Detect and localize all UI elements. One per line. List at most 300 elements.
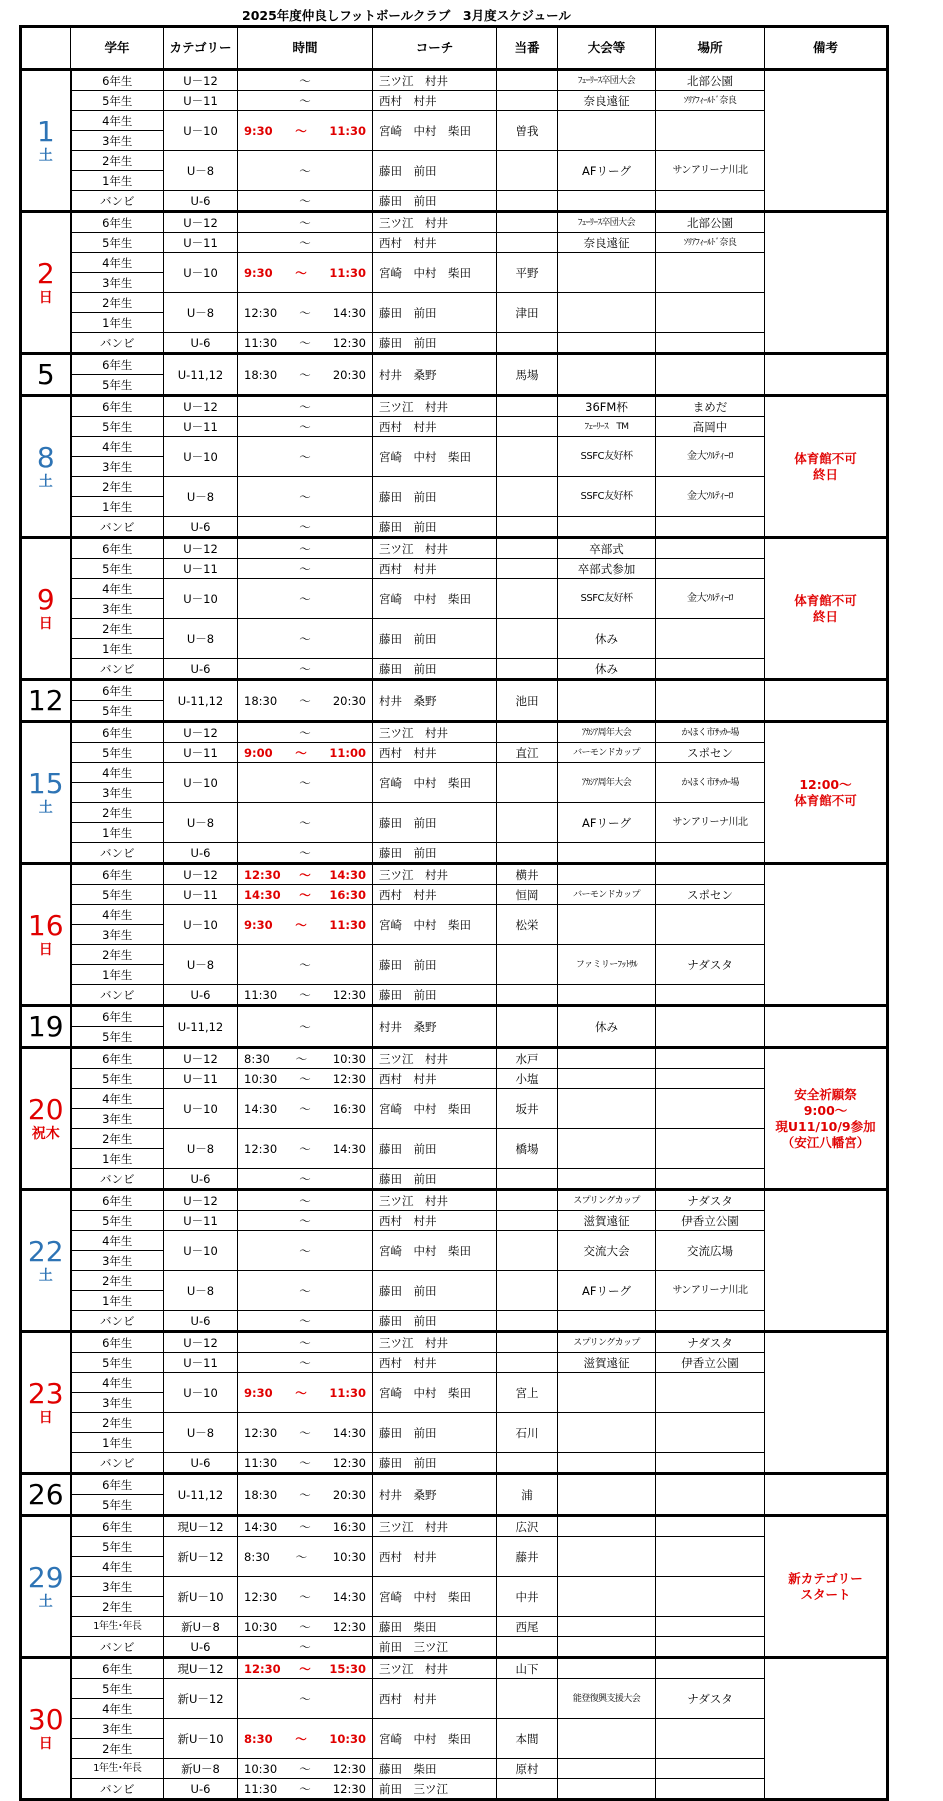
place-cell bbox=[656, 354, 765, 396]
category-cell: 現U－12 bbox=[164, 1516, 238, 1537]
grade-cell: 3年生 bbox=[71, 1251, 164, 1271]
time-end bbox=[338, 448, 366, 466]
date-block bbox=[21, 864, 888, 1006]
time-tilde: ～ bbox=[295, 1051, 308, 1066]
grade-cell: 6年生 bbox=[71, 396, 164, 417]
grade-cell: 5年生 bbox=[71, 1679, 164, 1699]
time-start bbox=[244, 814, 272, 832]
time-range bbox=[238, 304, 372, 322]
time-end bbox=[338, 72, 366, 90]
event-cell: スプリングカップ bbox=[558, 1190, 656, 1211]
grade-cell: 2年生 bbox=[71, 1597, 164, 1617]
time-tilde: ～ bbox=[299, 887, 311, 902]
duty-cell bbox=[497, 517, 558, 538]
table-row bbox=[21, 1190, 888, 1211]
time-range bbox=[238, 92, 372, 110]
grade-cell: 5年生 bbox=[71, 701, 164, 722]
category-cell: U-11,12 bbox=[164, 1474, 238, 1516]
table-row bbox=[21, 1311, 888, 1332]
time-cell bbox=[238, 803, 373, 843]
place-cell bbox=[656, 659, 765, 680]
date-block bbox=[21, 722, 888, 864]
category-cell: U－10 bbox=[164, 1089, 238, 1129]
category-cell: U－8 bbox=[164, 1271, 238, 1311]
time-start bbox=[244, 1690, 272, 1708]
event-cell: 奈良遠征 bbox=[558, 233, 656, 253]
table-row bbox=[21, 253, 888, 273]
date-block bbox=[21, 1048, 888, 1190]
time-tilde: ～ bbox=[299, 1171, 311, 1186]
grade-cell: 2年生 bbox=[71, 803, 164, 823]
time-range bbox=[238, 1384, 372, 1402]
time-end bbox=[338, 192, 366, 210]
table-row bbox=[21, 91, 888, 111]
grade-cell: 1年生 bbox=[71, 497, 164, 517]
event-cell bbox=[558, 1311, 656, 1332]
event-cell bbox=[558, 1537, 656, 1577]
time-range bbox=[238, 774, 372, 792]
time-tilde: ～ bbox=[299, 235, 311, 250]
time-end: 14:30 bbox=[329, 867, 366, 882]
table-row bbox=[21, 905, 888, 925]
notes-cell bbox=[765, 1190, 888, 1332]
grade-cell: 3年生 bbox=[71, 1719, 164, 1739]
notes-cell bbox=[765, 864, 888, 1006]
coach-cell: 藤田 前田 bbox=[373, 803, 497, 843]
time-cell bbox=[238, 1089, 373, 1129]
time-end: 16:30 bbox=[332, 1519, 366, 1534]
table-row bbox=[21, 293, 888, 313]
weekday-label: 土 bbox=[38, 473, 53, 490]
category-cell: U－12 bbox=[164, 1332, 238, 1353]
category-cell: U-6 bbox=[164, 843, 238, 864]
time-cell bbox=[238, 1373, 373, 1413]
coach-cell: 前田 三ツ江 bbox=[373, 1779, 497, 1800]
time-start bbox=[244, 488, 272, 506]
time-start bbox=[244, 72, 272, 90]
date-number: 20 bbox=[27, 1092, 64, 1126]
grade-cell: バンビ bbox=[71, 1169, 164, 1190]
event-cell bbox=[558, 905, 656, 945]
time-tilde: ～ bbox=[295, 1549, 308, 1564]
grade-cell: 4年生 bbox=[71, 1089, 164, 1109]
grade-cell: 3年生 bbox=[71, 1577, 164, 1597]
time-end: 16:30 bbox=[329, 887, 366, 902]
time-cell bbox=[238, 1516, 373, 1537]
time-start: 9:30 bbox=[244, 917, 273, 932]
notes-cell bbox=[765, 1474, 888, 1516]
place-cell bbox=[656, 1048, 765, 1069]
event-cell: 卒部式 bbox=[558, 538, 656, 559]
time-start bbox=[244, 1170, 272, 1188]
place-cell bbox=[656, 1658, 765, 1679]
time-end bbox=[338, 1638, 366, 1656]
place-cell: サンアリーナ川北 bbox=[656, 803, 765, 843]
time-start: 10:30 bbox=[244, 1619, 278, 1634]
time-end bbox=[338, 1242, 366, 1260]
grade-cell: 1年生 bbox=[71, 639, 164, 659]
place-cell bbox=[656, 1577, 765, 1617]
coach-cell: 宮崎 中村 柴田 bbox=[373, 1231, 497, 1271]
table-row bbox=[21, 1516, 888, 1537]
time-tilde: ～ bbox=[299, 661, 311, 676]
time-cell bbox=[238, 843, 373, 864]
event-cell: 卒部式参加 bbox=[558, 559, 656, 579]
time-range bbox=[238, 366, 372, 384]
duty-cell: 中井 bbox=[497, 1577, 558, 1617]
table-row bbox=[21, 517, 888, 538]
date-block bbox=[21, 212, 888, 354]
time-range bbox=[238, 724, 372, 742]
grade-cell: 6年生 bbox=[71, 1658, 164, 1679]
time-range bbox=[238, 72, 372, 90]
table-row bbox=[21, 680, 888, 701]
time-cell bbox=[238, 579, 373, 619]
time-start: 8:30 bbox=[244, 1549, 270, 1564]
duty-cell bbox=[497, 538, 558, 559]
coach-cell: 藤田 前田 bbox=[373, 1453, 497, 1474]
time-range bbox=[238, 1454, 372, 1472]
time-end bbox=[338, 844, 366, 862]
time-cell bbox=[238, 111, 373, 151]
place-cell: ｿﾘｱﾌｨｰﾙﾄﾞ奈良 bbox=[656, 91, 765, 111]
date-block bbox=[21, 680, 888, 722]
table-row bbox=[21, 333, 888, 354]
place-cell bbox=[656, 1169, 765, 1190]
duty-cell: 平野 bbox=[497, 253, 558, 293]
time-tilde: ～ bbox=[299, 193, 311, 208]
grade-cell: 6年生 bbox=[71, 864, 164, 885]
category-cell: U－12 bbox=[164, 212, 238, 233]
date-cell bbox=[21, 680, 71, 722]
coach-cell: 三ツ江 村井 bbox=[373, 396, 497, 417]
time-range bbox=[238, 1192, 372, 1210]
coach-cell: 西村 村井 bbox=[373, 1537, 497, 1577]
time-cell bbox=[238, 659, 373, 680]
place-cell bbox=[656, 985, 765, 1006]
category-cell: U－11 bbox=[164, 1353, 238, 1373]
coach-cell: 前田 三ツ江 bbox=[373, 1637, 497, 1658]
time-range bbox=[238, 1282, 372, 1300]
duty-cell bbox=[497, 945, 558, 985]
time-start: 18:30 bbox=[244, 1487, 278, 1502]
time-cell bbox=[238, 1658, 373, 1679]
table-row bbox=[21, 477, 888, 497]
duty-cell bbox=[497, 985, 558, 1006]
duty-cell: 馬場 bbox=[497, 354, 558, 396]
table-row bbox=[21, 1069, 888, 1089]
weekday-label: 土 bbox=[38, 1593, 53, 1610]
time-start bbox=[244, 630, 272, 648]
time-tilde: ～ bbox=[299, 1071, 311, 1086]
category-cell: U－12 bbox=[164, 722, 238, 743]
date-number: 2 bbox=[36, 256, 55, 290]
time-range bbox=[238, 1050, 372, 1068]
notes-cell bbox=[765, 1516, 888, 1658]
time-end: 20:30 bbox=[332, 693, 366, 708]
time-end bbox=[338, 418, 366, 436]
date-cell bbox=[21, 1516, 71, 1658]
time-range bbox=[238, 518, 372, 536]
table-row bbox=[21, 1271, 888, 1291]
table-row bbox=[21, 1759, 888, 1779]
event-cell: SSFC友好杯 bbox=[558, 477, 656, 517]
duty-cell bbox=[497, 1679, 558, 1719]
time-end: 20:30 bbox=[332, 1487, 366, 1502]
grade-cell: 2年生 bbox=[71, 477, 164, 497]
time-end bbox=[338, 590, 366, 608]
date-number: 26 bbox=[27, 1477, 64, 1511]
time-range bbox=[238, 692, 372, 710]
time-start: 14:30 bbox=[244, 1101, 278, 1116]
time-tilde: ～ bbox=[299, 335, 311, 350]
time-start bbox=[244, 214, 272, 232]
grade-cell: バンビ bbox=[71, 191, 164, 212]
table-row bbox=[21, 1577, 888, 1597]
table-row bbox=[21, 722, 888, 743]
category-cell: U-6 bbox=[164, 1311, 238, 1332]
time-range bbox=[238, 1638, 372, 1656]
category-cell: U－11 bbox=[164, 559, 238, 579]
time-range bbox=[238, 1312, 372, 1330]
time-tilde: ～ bbox=[299, 845, 311, 860]
event-cell: ﾌｪｰﾘｰｽ TM bbox=[558, 417, 656, 437]
time-tilde: ～ bbox=[299, 957, 311, 972]
place-cell bbox=[656, 293, 765, 333]
time-tilde: ～ bbox=[299, 631, 311, 646]
time-tilde: ～ bbox=[299, 1619, 311, 1634]
coach-cell: 宮崎 中村 柴田 bbox=[373, 437, 497, 477]
event-cell: 滋賀遠征 bbox=[558, 1211, 656, 1231]
notes-cell bbox=[765, 396, 888, 538]
duty-cell bbox=[497, 437, 558, 477]
coach-cell: 三ツ江 村井 bbox=[373, 722, 497, 743]
event-cell: AFリーグ bbox=[558, 1271, 656, 1311]
place-cell: かほく市ｻｯｶｰ場 bbox=[656, 763, 765, 803]
place-cell bbox=[656, 333, 765, 354]
category-cell: U－11 bbox=[164, 1069, 238, 1089]
table-row bbox=[21, 111, 888, 131]
time-end: 15:30 bbox=[329, 1661, 366, 1676]
time-tilde: ～ bbox=[299, 1661, 311, 1676]
time-cell bbox=[238, 151, 373, 191]
duty-cell bbox=[497, 1231, 558, 1271]
time-start bbox=[244, 1312, 272, 1330]
time-start: 8:30 bbox=[244, 1051, 270, 1066]
grade-cell: 5年生 bbox=[71, 1537, 164, 1557]
time-range bbox=[238, 122, 372, 140]
date-cell bbox=[21, 1474, 71, 1516]
event-cell bbox=[558, 253, 656, 293]
coach-cell: 村井 桑野 bbox=[373, 354, 497, 396]
place-cell: サンアリーナ川北 bbox=[656, 1271, 765, 1311]
time-end: 12:30 bbox=[332, 1781, 366, 1796]
grade-cell: 6年生 bbox=[71, 1516, 164, 1537]
time-end bbox=[338, 488, 366, 506]
grade-cell: 5年生 bbox=[71, 743, 164, 763]
date-cell bbox=[21, 722, 71, 864]
header-coach: コーチ bbox=[373, 27, 497, 70]
time-end: 11:30 bbox=[329, 123, 366, 138]
time-range bbox=[238, 660, 372, 678]
note-line: 9:00～ bbox=[803, 1102, 848, 1118]
grade-cell: 6年生 bbox=[71, 722, 164, 743]
grade-cell: 4年生 bbox=[71, 1557, 164, 1577]
date-cell bbox=[21, 70, 71, 212]
time-tilde: ～ bbox=[299, 1691, 311, 1706]
coach-cell: 藤田 前田 bbox=[373, 985, 497, 1006]
date-number: 9 bbox=[36, 582, 55, 616]
coach-cell: 三ツ江 村井 bbox=[373, 70, 497, 91]
coach-cell: 藤田 前田 bbox=[373, 1311, 497, 1332]
table-row bbox=[21, 417, 888, 437]
time-range bbox=[238, 1548, 372, 1566]
duty-cell bbox=[497, 1637, 558, 1658]
category-cell: U－11 bbox=[164, 885, 238, 905]
note-line: 安全祈願祭 bbox=[794, 1086, 857, 1102]
category-cell: U-6 bbox=[164, 1637, 238, 1658]
date-cell bbox=[21, 1048, 71, 1190]
time-cell bbox=[238, 1577, 373, 1617]
coach-cell: 宮崎 中村 柴田 bbox=[373, 1577, 497, 1617]
time-tilde: ～ bbox=[299, 93, 311, 108]
duty-cell bbox=[497, 91, 558, 111]
notes-cell bbox=[765, 70, 888, 212]
place-cell: 交流広場 bbox=[656, 1231, 765, 1271]
date-cell bbox=[21, 396, 71, 538]
time-tilde: ～ bbox=[295, 917, 307, 932]
time-range bbox=[238, 1518, 372, 1536]
duty-cell: 坂井 bbox=[497, 1089, 558, 1129]
place-cell bbox=[656, 191, 765, 212]
time-end bbox=[338, 214, 366, 232]
note-line: 終日 bbox=[812, 608, 838, 624]
event-cell bbox=[558, 1637, 656, 1658]
duty-cell: 広沢 bbox=[497, 1516, 558, 1537]
date-cell bbox=[21, 1006, 71, 1048]
time-tilde: ～ bbox=[299, 867, 311, 882]
time-end: 12:30 bbox=[332, 335, 366, 350]
place-cell bbox=[656, 864, 765, 885]
coach-cell: 三ツ江 村井 bbox=[373, 1658, 497, 1679]
time-tilde: ～ bbox=[299, 1639, 311, 1654]
coach-cell: 宮崎 中村 柴田 bbox=[373, 253, 497, 293]
event-cell: ｱｶｼｱ周年大会 bbox=[558, 722, 656, 743]
time-cell bbox=[238, 70, 373, 91]
duty-cell bbox=[497, 1211, 558, 1231]
event-cell bbox=[558, 1474, 656, 1516]
event-cell bbox=[558, 1129, 656, 1169]
time-range bbox=[238, 1760, 372, 1778]
time-cell bbox=[238, 1271, 373, 1311]
time-range bbox=[238, 1660, 372, 1678]
category-cell: U-6 bbox=[164, 333, 238, 354]
time-tilde: ～ bbox=[295, 745, 307, 760]
coach-cell: 西村 村井 bbox=[373, 233, 497, 253]
time-range bbox=[238, 1170, 372, 1188]
time-range bbox=[238, 986, 372, 1004]
time-tilde: ～ bbox=[299, 1589, 311, 1604]
time-tilde: ～ bbox=[299, 1101, 311, 1116]
table-row bbox=[21, 1089, 888, 1109]
grade-cell: バンビ bbox=[71, 1453, 164, 1474]
time-tilde: ～ bbox=[299, 1781, 311, 1796]
grade-cell: 1年生･年長 bbox=[71, 1617, 164, 1637]
grade-cell: 5年生 bbox=[71, 417, 164, 437]
table-row bbox=[21, 191, 888, 212]
duty-cell: 西尾 bbox=[497, 1617, 558, 1637]
time-start: 9:30 bbox=[244, 123, 273, 138]
grade-cell: 1年生 bbox=[71, 313, 164, 333]
duty-cell bbox=[497, 843, 558, 864]
place-cell: ナダスタ bbox=[656, 1679, 765, 1719]
grade-cell: 2年生 bbox=[71, 1129, 164, 1149]
time-cell bbox=[238, 722, 373, 743]
coach-cell: 三ツ江 村井 bbox=[373, 538, 497, 559]
event-cell: 休み bbox=[558, 619, 656, 659]
table-row bbox=[21, 743, 888, 763]
grade-cell: 6年生 bbox=[71, 1332, 164, 1353]
time-range bbox=[238, 916, 372, 934]
time-start bbox=[244, 234, 272, 252]
date-block bbox=[21, 70, 888, 212]
table-row bbox=[21, 885, 888, 905]
event-cell: バーモンドカップ bbox=[558, 743, 656, 763]
time-start: 8:30 bbox=[244, 1731, 273, 1746]
grade-cell: 3年生 bbox=[71, 599, 164, 619]
table-row bbox=[21, 1413, 888, 1433]
time-start: 12:30 bbox=[244, 1589, 278, 1604]
duty-cell: 直江 bbox=[497, 743, 558, 763]
date-cell bbox=[21, 864, 71, 1006]
time-tilde: ～ bbox=[299, 1519, 311, 1534]
time-start: 11:30 bbox=[244, 987, 278, 1002]
time-start: 12:30 bbox=[244, 305, 278, 320]
coach-cell: 宮崎 中村 柴田 bbox=[373, 579, 497, 619]
coach-cell: 西村 村井 bbox=[373, 559, 497, 579]
time-tilde: ～ bbox=[299, 1283, 311, 1298]
time-tilde: ～ bbox=[299, 449, 311, 464]
time-range bbox=[238, 590, 372, 608]
time-cell bbox=[238, 333, 373, 354]
time-tilde: ～ bbox=[299, 215, 311, 230]
duty-cell bbox=[497, 1169, 558, 1190]
table-row bbox=[21, 1353, 888, 1373]
time-tilde: ～ bbox=[299, 987, 311, 1002]
time-cell bbox=[238, 437, 373, 477]
time-tilde: ～ bbox=[295, 265, 307, 280]
time-range bbox=[238, 1730, 372, 1748]
grade-cell: 5年生 bbox=[71, 1211, 164, 1231]
weekday-label: 日 bbox=[38, 1409, 53, 1426]
coach-cell: 三ツ江 村井 bbox=[373, 1332, 497, 1353]
place-cell bbox=[656, 905, 765, 945]
event-cell bbox=[558, 333, 656, 354]
time-start: 10:30 bbox=[244, 1071, 278, 1086]
duty-cell: 原村 bbox=[497, 1759, 558, 1779]
coach-cell: 藤田 前田 bbox=[373, 477, 497, 517]
header-notes: 備考 bbox=[765, 27, 888, 70]
grade-cell: バンビ bbox=[71, 333, 164, 354]
coach-cell: 藤田 前田 bbox=[373, 945, 497, 985]
time-tilde: ～ bbox=[299, 1243, 311, 1258]
time-cell bbox=[238, 945, 373, 985]
table-row bbox=[21, 1779, 888, 1800]
table-row bbox=[21, 619, 888, 639]
duty-cell bbox=[497, 1190, 558, 1211]
place-cell bbox=[656, 1617, 765, 1637]
category-cell: U－12 bbox=[164, 1190, 238, 1211]
